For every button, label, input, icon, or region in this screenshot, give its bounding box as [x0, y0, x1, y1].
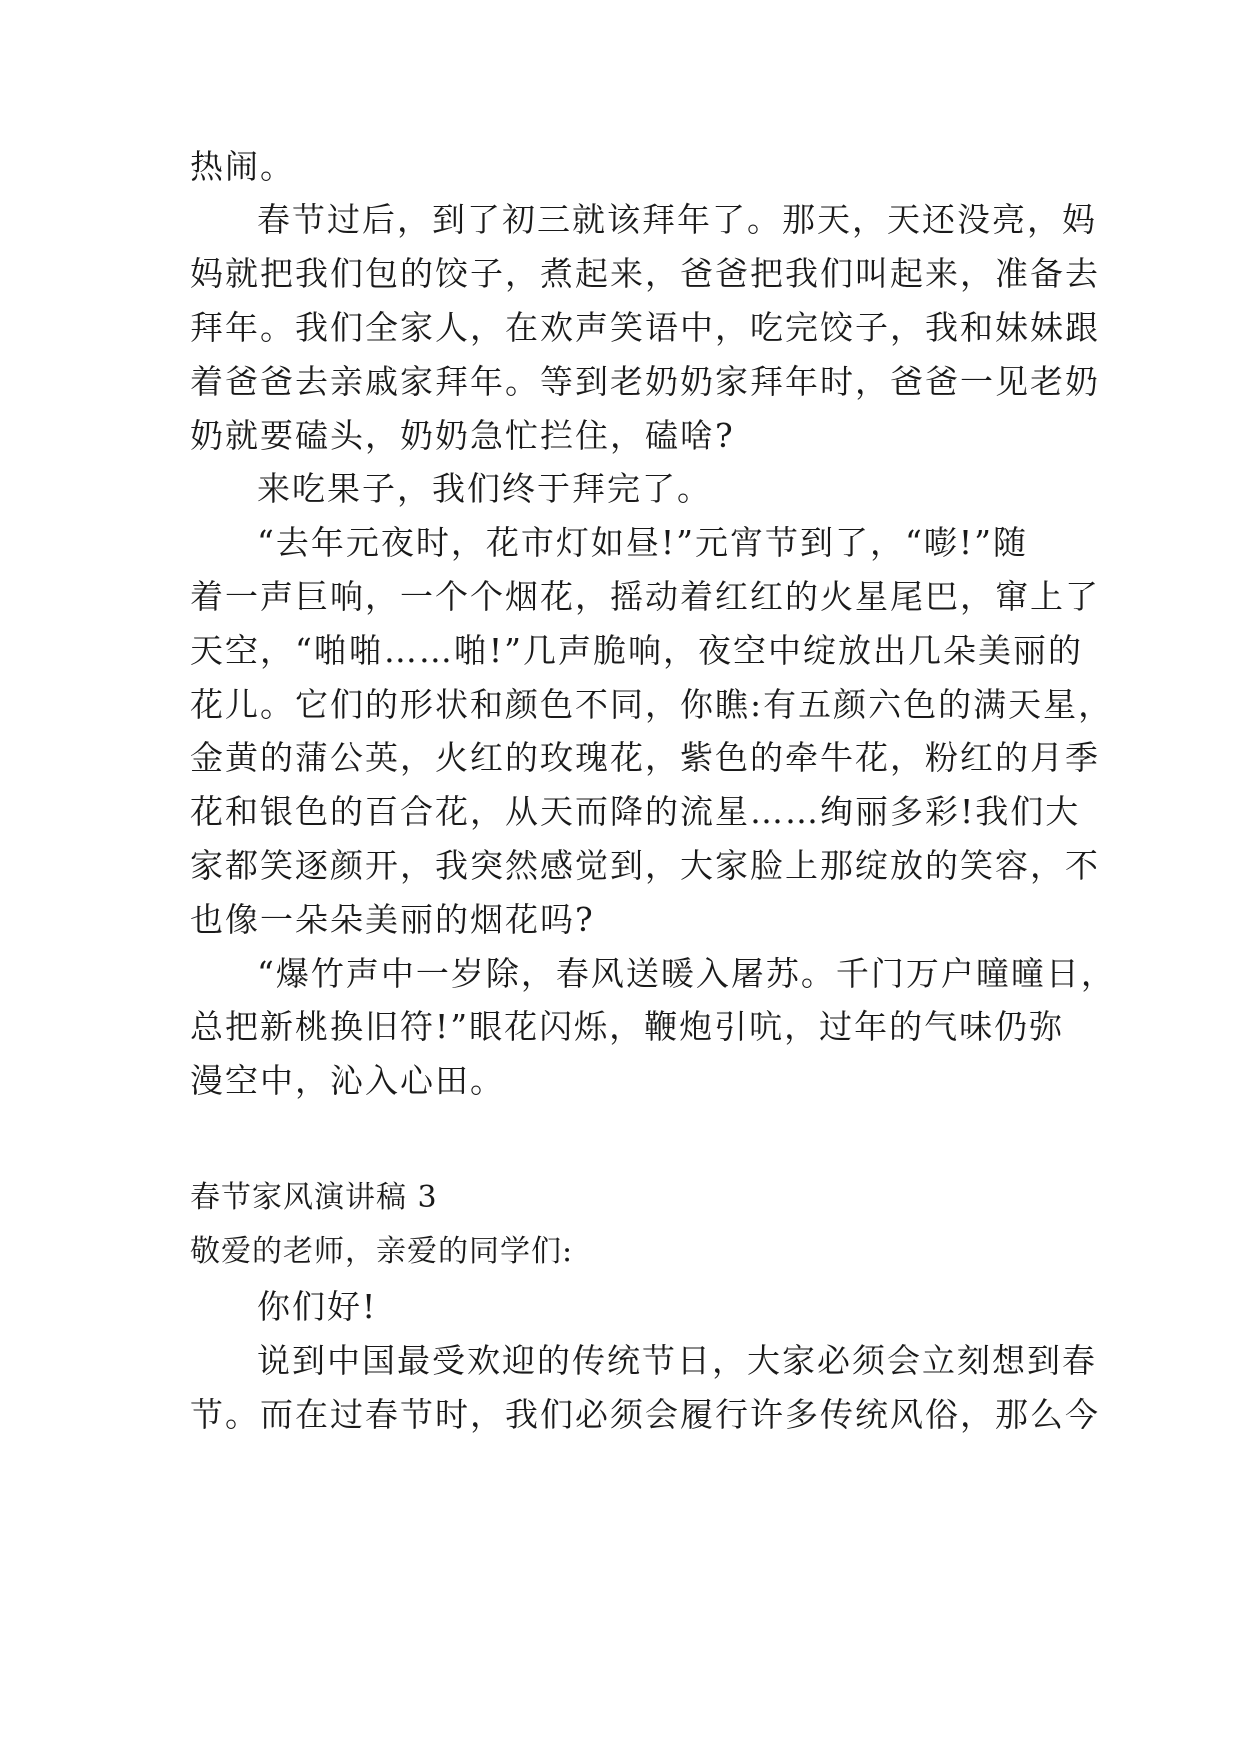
paragraph-line: 花和银色的百合花，从天而降的流星……绚丽多彩!我们大 — [190, 792, 1081, 831]
paragraph-line: 来吃果子，我们终于拜完了。 — [257, 469, 712, 508]
paragraph-line: 花儿。它们的形状和颜色不同，你瞧:有五颜六色的满天星， — [190, 685, 1114, 724]
paragraph-line: 拜年。我们全家人，在欢声笑语中，吃完饺子，我和妹妹跟 — [190, 308, 1100, 347]
paragraph-line: 节。而在过春节时，我们必须会履行许多传统风俗，那么今 — [190, 1395, 1100, 1434]
paragraph-line: 热闹。 — [190, 147, 295, 186]
paragraph-line: 说到中国最受欢迎的传统节日，大家必须会立刻想到春 — [257, 1341, 1097, 1380]
paragraph-line: 着爸爸去亲戚家拜年。等到老奶奶家拜年时，爸爸一见老奶 — [190, 362, 1100, 401]
paragraph-line: 漫空中，沁入心田。 — [190, 1061, 505, 1100]
paragraph-line: 也像一朵朵美丽的烟花吗? — [190, 900, 595, 939]
paragraph-line: 家都笑逐颜开，我突然感觉到，大家脸上那绽放的笑容，不 — [190, 846, 1100, 885]
paragraph-line: 妈就把我们包的饺子，煮起来，爸爸把我们叫起来，准备去 — [190, 254, 1100, 293]
section-title: 春节家风演讲稿 3 — [190, 1180, 438, 1215]
paragraph-line: “去年元夜时，花市灯如昼!”元宵节到了，“嘭!”随 — [257, 523, 1029, 562]
paragraph-line: “爆竹声中一岁除，春风送暖入屠苏。千门万户曈曈日， — [257, 954, 1116, 993]
paragraph-line: 春节过后，到了初三就该拜年了。那天，天还没亮，妈 — [257, 200, 1097, 239]
paragraph-line: 金黄的蒲公英，火红的玫瑰花，紫色的牵牛花，粉红的月季 — [190, 738, 1100, 777]
paragraph-line: 天空，“啪啪……啪!”几声脆响，夜空中绽放出几朵美丽的 — [190, 631, 1084, 670]
paragraph-line: 着一声巨响，一个个烟花，摇动着红红的火星尾巴，窜上了 — [190, 577, 1100, 616]
paragraph-line: 奶就要磕头，奶奶急忙拦住，磕啥? — [190, 416, 735, 455]
paragraph-line: 总把新桃换旧符!”眼花闪烁，鞭炮引吭，过年的气味仍弥 — [190, 1007, 1065, 1046]
greeting-line: 敬爱的老师，亲爱的同学们: — [190, 1234, 574, 1269]
hello-line: 你们好! — [257, 1287, 378, 1326]
